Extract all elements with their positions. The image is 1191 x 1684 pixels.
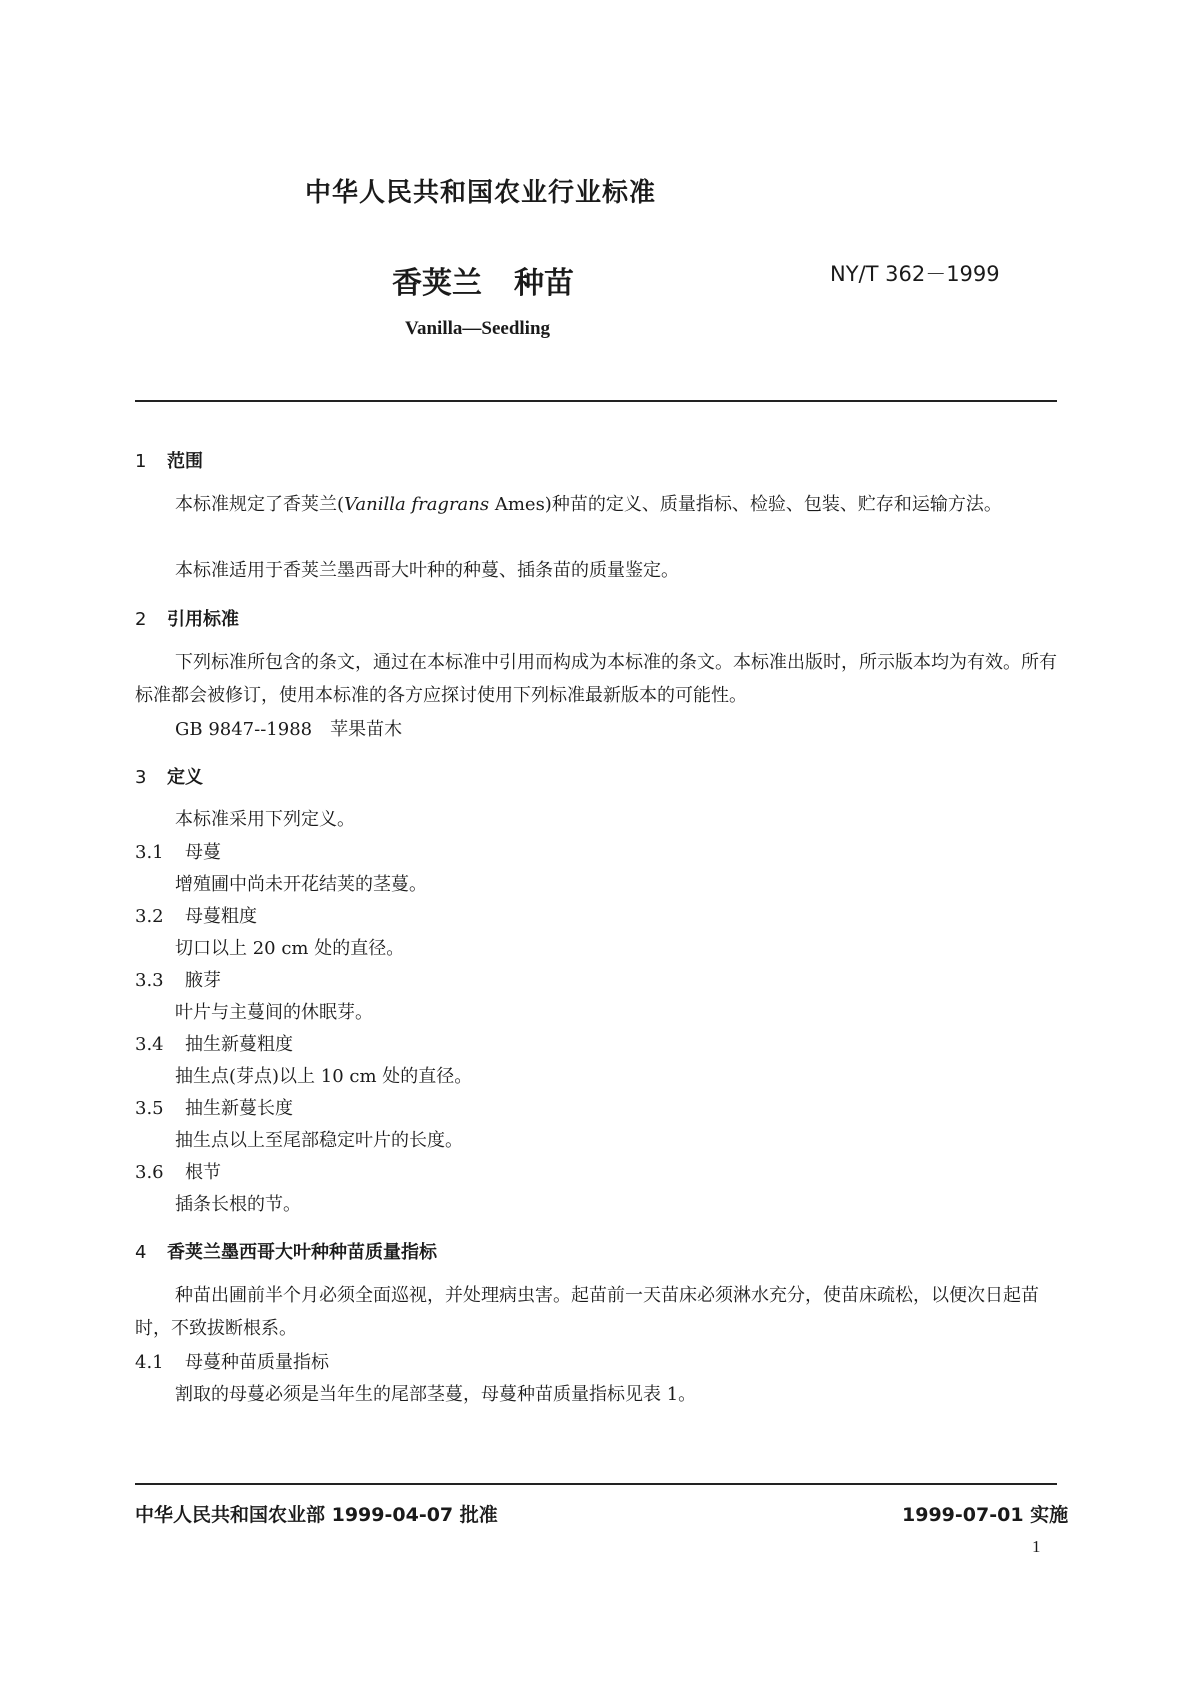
clause-number: 3.6 xyxy=(135,1162,164,1183)
term: 抽生新蔓粗度 xyxy=(185,1034,293,1055)
section-1-heading xyxy=(135,447,203,473)
approval-line: 中华人民共和国农业部 1999-04-07 批准 xyxy=(135,1504,498,1526)
document-title xyxy=(392,258,574,302)
title-part-1: 香荚兰 xyxy=(392,266,482,301)
section-2-reference: GB 9847--1988 苹果苗木 xyxy=(175,719,403,740)
term: 母蔓种苗质量指标 xyxy=(185,1352,329,1373)
definition-term xyxy=(135,1094,293,1120)
subclause-text: 割取的母蔓必须是当年生的尾部茎蔓，母蔓种苗质量指标见表 1。 xyxy=(175,1384,697,1405)
definition-text: 叶片与主蔓间的休眠芽。 xyxy=(175,1002,373,1023)
definition-text: 插条长根的节。 xyxy=(175,1194,301,1215)
clause-number: 4.1 xyxy=(135,1352,164,1373)
section-title: 定义 xyxy=(167,767,203,788)
definition-text: 增殖圃中尚未开花结荚的茎蔓。 xyxy=(175,874,427,895)
standard-category: 中华人民共和国农业行业标准 xyxy=(305,178,657,208)
clause-number: 3.1 xyxy=(135,842,164,863)
definition-term xyxy=(135,902,257,928)
clause-number: 3.4 xyxy=(135,1034,164,1055)
text-run: 本标准规定了香荚兰( xyxy=(175,494,345,515)
species-name: Vanilla fragrans xyxy=(344,494,490,515)
section-3-heading xyxy=(135,763,203,789)
definition-text: 切口以上 20 cm 处的直径。 xyxy=(175,938,405,959)
section-4-heading xyxy=(135,1238,437,1264)
section-title: 范围 xyxy=(167,451,203,472)
section-number: 3 xyxy=(135,767,147,788)
definition-term xyxy=(135,1030,293,1056)
section-1-paragraph-2: 本标准适用于香荚兰墨西哥大叶种的种蔓、插条苗的质量鉴定。 xyxy=(175,560,679,581)
section-2-paragraph-1: 下列标准所包含的条文，通过在本标准中引用而构成为本标准的条文。本标准出版时，所示版本均为有效。所有标准都会被修订，使用本标准的各方应探讨使用下列标准最新版本的可能性。 xyxy=(135,652,1057,706)
text-run: Ames)种苗的定义、质量指标、检验、包装、贮存和运输方法。 xyxy=(489,494,1002,515)
section-3-intro: 本标准采用下列定义。 xyxy=(175,809,355,830)
footer-divider xyxy=(135,1483,1057,1485)
section-2-heading xyxy=(135,605,239,631)
clause-number: 3.3 xyxy=(135,970,164,991)
header-divider xyxy=(135,400,1057,402)
definition-term xyxy=(135,966,221,992)
section-title: 引用标准 xyxy=(167,609,239,630)
term: 母蔓粗度 xyxy=(185,906,257,927)
definition-term xyxy=(135,1158,221,1184)
section-number: 1 xyxy=(135,451,147,472)
definition-term xyxy=(135,838,221,864)
term: 腋芽 xyxy=(185,970,221,991)
effective-date: 1999-07-01 实施 xyxy=(902,1504,1069,1526)
term: 抽生新蔓长度 xyxy=(185,1098,293,1119)
term: 根节 xyxy=(185,1162,221,1183)
term: 母蔓 xyxy=(185,842,221,863)
subclause-heading xyxy=(135,1348,329,1374)
section-number: 4 xyxy=(135,1242,147,1263)
title-part-2: 种苗 xyxy=(514,266,574,301)
section-4-paragraph-1: 种苗出圃前半个月必须全面巡视，并处理病虫害。起苗前一天苗床必须淋水充分，使苗床疏松，以便次日起苗时，不致拔断根系。 xyxy=(135,1285,1039,1339)
standard-number: NY/T 362－1999 xyxy=(830,262,1000,286)
english-title: Vanilla—Seedling xyxy=(405,318,551,339)
section-number: 2 xyxy=(135,609,147,630)
clause-number: 3.5 xyxy=(135,1098,164,1119)
definition-text: 抽生点(芽点)以上 10 cm 处的直径。 xyxy=(175,1066,473,1087)
clause-number: 3.2 xyxy=(135,906,164,927)
section-title: 香荚兰墨西哥大叶种种苗质量指标 xyxy=(167,1242,437,1263)
page-number: 1 xyxy=(1032,1537,1041,1556)
section-1-paragraph-1 xyxy=(135,488,1057,521)
definition-text: 抽生点以上至尾部稳定叶片的长度。 xyxy=(175,1130,463,1151)
